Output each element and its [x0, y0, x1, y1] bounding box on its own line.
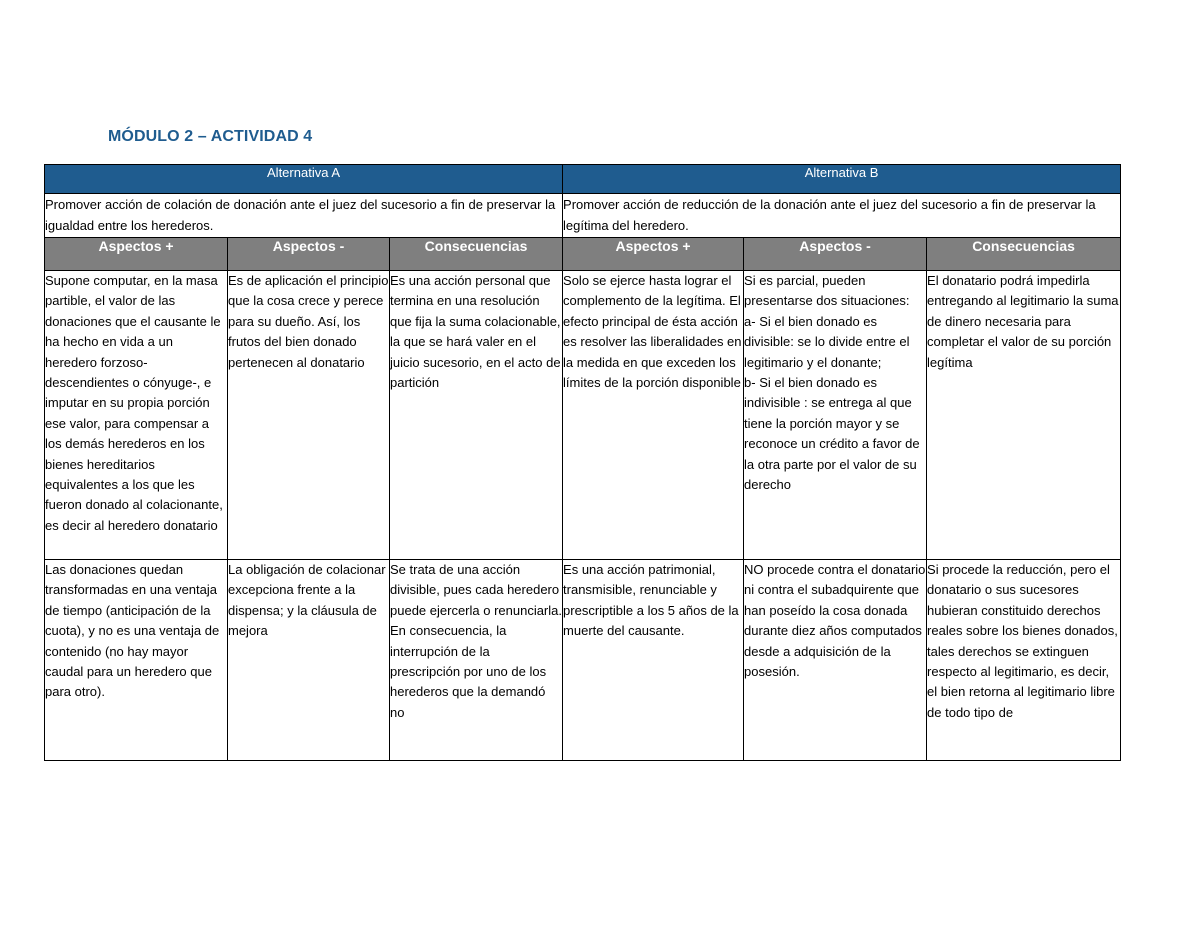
comparison-table	[44, 164, 1121, 761]
table-row	[45, 271, 1121, 560]
alternative-a-header: Alternativa A	[45, 165, 563, 194]
table-cell	[45, 560, 228, 761]
table-cell	[744, 560, 927, 761]
table-cell	[390, 560, 563, 761]
cell-text: Se trata de una acción divisible, pues cada heredero puede ejercerla o renunciarla. En consecuencia, la interrupción de la prescripción por uno de los herederos que la demandó no	[390, 562, 562, 720]
table-cell	[927, 271, 1121, 560]
cell-text: Es una acción personal que termina en una resolución que fija la suma colacionable, la que se hará valer en el juicio sucesorio, en el acto de partición	[390, 273, 561, 391]
table-cell	[563, 271, 744, 560]
header-aspectos-negativos-b: Aspectos -	[744, 238, 927, 271]
table-cell	[744, 271, 927, 560]
table-cell	[390, 271, 563, 560]
alternatives-header-row	[45, 165, 1121, 194]
table-cell	[927, 560, 1121, 761]
cell-text: NO procede contra el donatario ni contra el subadquirente que han poseído la cosa donada durante diez años computados desde a adquisición de la posesión.	[744, 562, 926, 680]
page-title: MÓDULO 2 – ACTIVIDAD 4	[108, 128, 313, 145]
cell-text: Es una acción patrimonial, transmisible, renunciable y prescriptible a los 5 años de la muerte del causante.	[563, 562, 739, 639]
alternative-b-description: Promover acción de reducción de la donación ante el juez del sucesorio a fin de preservar la legítima del heredero.	[563, 194, 1121, 238]
cell-text: Supone computar, en la masa partible, el valor de las donaciones que el causante le ha hecho en vida a un heredero forzoso-descendientes o cónyuge-, e imputar en su propia porción ese valor, para compensar a los demás herederos en los bienes hereditarios equivalentes a los que les fueron donado al colacionante, es decir al heredero donatario	[45, 273, 223, 533]
table-cell	[228, 560, 390, 761]
alternative-a-description: Promover acción de colación de donación ante el juez del sucesorio a fin de preservar la igualdad entre los herederos.	[45, 194, 563, 238]
alternatives-description-row	[45, 194, 1121, 238]
header-aspectos-positivos-a: Aspectos +	[45, 238, 228, 271]
header-consecuencias-a: Consecuencias	[390, 238, 563, 271]
cell-text: Es de aplicación el principio que la cosa crece y perece para su dueño. Así, los frutos del bien donado pertenecen al donatario	[228, 273, 389, 370]
cell-text: Si procede la reducción, pero el donatario o sus sucesores hubieran constituido derechos reales sobre los bienes donados, tales derechos se extinguen respecto al legitimario, es decir, el bien retorna al legitimario libre de todo tipo de	[927, 562, 1118, 720]
cell-text: Si es parcial, pueden presentarse dos situaciones: a- Si el bien donado es divisible: se lo divide entre el legitimario y el donante; b- Si el bien donado es indivisible : se entrega al que tiene la porción mayor y se reconoce un crédito a favor de la otra parte por el valor de su derecho	[744, 273, 920, 493]
cell-text: La obligación de colacionar excepciona frente a la dispensa; y la cláusula de mejora	[228, 562, 386, 639]
table-row	[45, 560, 1121, 761]
cell-text: Las donaciones quedan transformadas en una ventaja de tiempo (anticipación de la cuota), y no es una ventaja de contenido (no hay mayor caudal para un heredero que para otro).	[45, 562, 220, 700]
table-cell	[563, 560, 744, 761]
aspects-header-row	[45, 238, 1121, 271]
alternative-b-header: Alternativa B	[563, 165, 1121, 194]
header-consecuencias-b: Consecuencias	[927, 238, 1121, 271]
header-aspectos-positivos-b: Aspectos +	[563, 238, 744, 271]
cell-text: Solo se ejerce hasta lograr el complemento de la legítima. El efecto principal de ésta acción es resolver las liberalidades en la medida en que exceden los límites de la porción disponible	[563, 273, 742, 391]
cell-text: El donatario podrá impedirla entregando al legitimario la suma de dinero necesaria para completar el valor de su porción legítima	[927, 273, 1119, 370]
header-aspectos-negativos-a: Aspectos -	[228, 238, 390, 271]
table-cell	[45, 271, 228, 560]
table-cell	[228, 271, 390, 560]
